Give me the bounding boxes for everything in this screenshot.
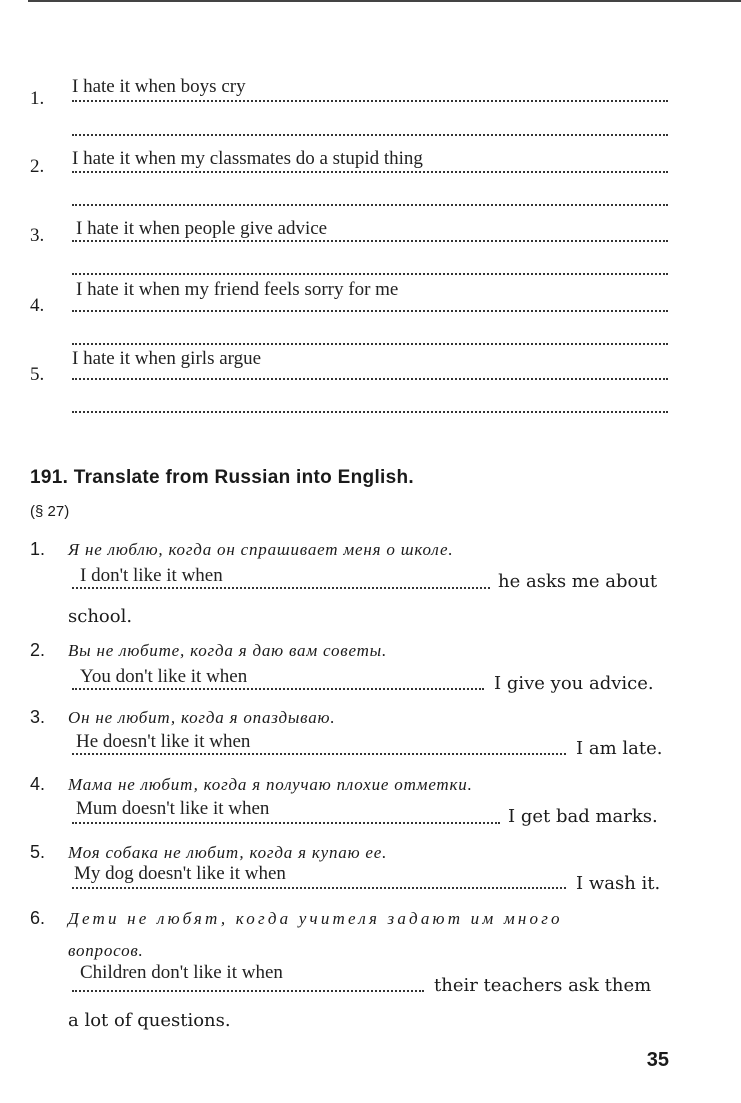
dotted-line — [72, 887, 566, 889]
section-reference: (§ 27) — [30, 503, 70, 520]
dotted-line — [72, 240, 668, 242]
sentence-ending: I get bad marks. — [508, 806, 658, 827]
handwritten-answer: I hate it when girls argue — [72, 348, 262, 369]
dotted-line — [72, 990, 424, 992]
russian-sentence: Мама не любит, когда я получаю плохие отметки. — [68, 775, 473, 794]
dotted-line — [72, 343, 668, 345]
item-number: 4. — [30, 295, 45, 316]
item-number: 6. — [30, 908, 46, 928]
handwritten-answer: He doesn't like it when — [76, 731, 251, 752]
russian-sentence: Он не любит, когда я опаздываю. — [68, 708, 336, 727]
handwritten-answer: My dog doesn't like it when — [74, 863, 286, 884]
handwritten-answer: Mum doesn't like it when — [76, 798, 270, 819]
item-number: 3. — [30, 225, 45, 246]
dotted-line — [72, 100, 668, 102]
sentence-ending: I am late. — [576, 738, 663, 759]
handwritten-answer: I hate it when my classmates do a stupid thing — [72, 148, 423, 169]
handwritten-answer: I hate it when my friend feels sorry for me — [76, 279, 399, 300]
handwritten-answer: I don't like it when — [80, 565, 223, 586]
item-number: 2. — [30, 640, 46, 660]
sentence-ending: their teachers ask them — [434, 975, 652, 996]
russian-sentence: Дети не любят, когда учителя задают им много — [68, 909, 563, 928]
dotted-line — [72, 411, 668, 413]
item-number: 3. — [30, 707, 46, 727]
item-number: 2. — [30, 156, 45, 177]
russian-sentence: Вы не любите, когда я даю вам советы. — [68, 641, 388, 660]
sentence-ending: I wash it. — [576, 873, 661, 894]
handwritten-answer: Children don't like it when — [80, 962, 283, 983]
sentence-ending: I give you advice. — [494, 673, 654, 694]
russian-sentence: Я не люблю, когда он спрашивает меня о школе. — [68, 540, 454, 559]
dotted-line — [72, 378, 668, 380]
item-number: 4. — [30, 774, 46, 794]
russian-sentence: Моя собака не любит, когда я купаю ее. — [68, 843, 388, 862]
top-rule — [28, 0, 741, 2]
dotted-line — [72, 688, 484, 690]
sentence-continuation: a lot of questions. — [68, 1010, 231, 1031]
dotted-line — [72, 273, 668, 275]
dotted-line — [72, 587, 490, 589]
item-number: 5. — [30, 842, 46, 862]
dotted-line — [72, 822, 500, 824]
dotted-line — [72, 171, 668, 173]
russian-sentence-continuation: вопросов. — [68, 941, 144, 960]
dotted-line — [72, 204, 668, 206]
sentence-continuation: school. — [68, 606, 133, 627]
handwritten-answer: You don't like it when — [80, 666, 248, 687]
handwritten-answer: I hate it when people give advice — [76, 218, 328, 239]
item-number: 1. — [30, 88, 45, 109]
sentence-ending: he asks me about — [498, 571, 658, 592]
exercise-title: 191. Translate from Russian into English. — [30, 467, 414, 488]
dotted-line — [72, 134, 668, 136]
handwritten-answer: I hate it when boys cry — [72, 76, 246, 97]
item-number: 5. — [30, 364, 45, 385]
dotted-line — [72, 753, 566, 755]
dotted-line — [72, 310, 668, 312]
item-number: 1. — [30, 539, 46, 559]
page-number: 35 — [646, 1049, 669, 1071]
